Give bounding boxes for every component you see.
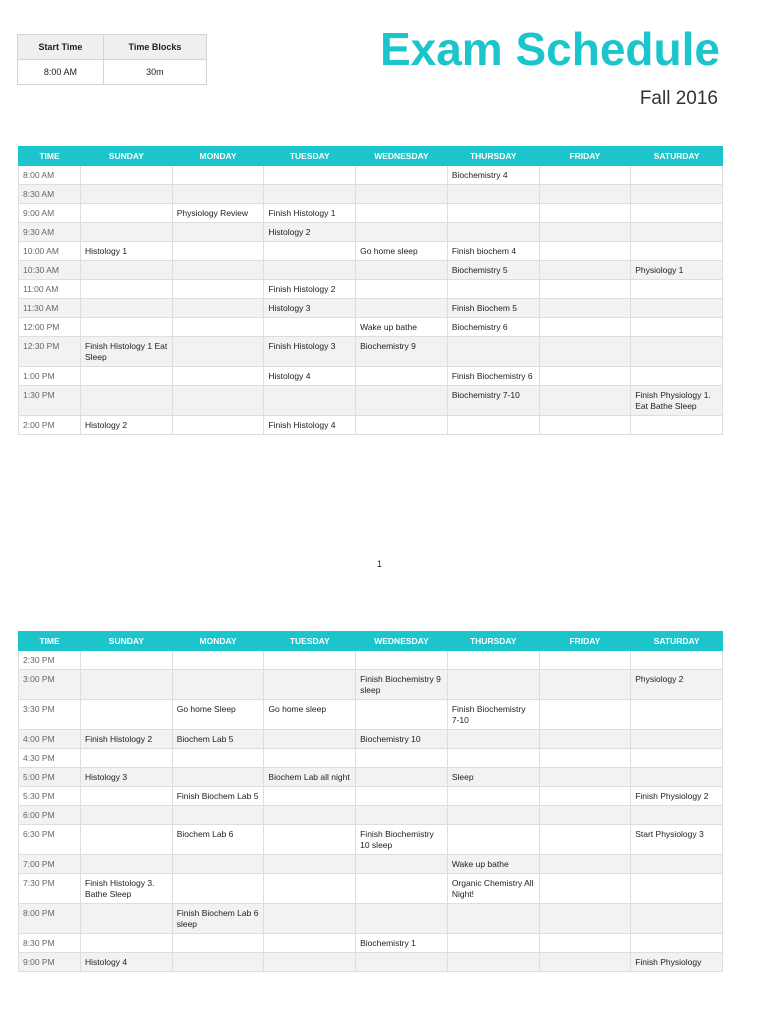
- time-cell: 9:00 PM: [19, 953, 81, 972]
- schedule-cell: [539, 855, 631, 874]
- schedule-cell: [447, 185, 539, 204]
- schedule-cell: Histology 1: [81, 242, 173, 261]
- schedule-cell: [447, 337, 539, 367]
- schedule-cell: [631, 904, 723, 934]
- schedule-cell: Finish biochem 4: [447, 242, 539, 261]
- schedule-cell: [631, 730, 723, 749]
- schedule-cell: [447, 223, 539, 242]
- schedule-cell: [172, 768, 264, 787]
- schedule-cell: Physiology 1: [631, 261, 723, 280]
- column-header-thursday: THURSDAY: [447, 147, 539, 166]
- schedule-cell: [539, 806, 631, 825]
- schedule-cell: Finish Physiology 1. Eat Bathe Sleep: [631, 386, 723, 416]
- column-header-wednesday: WEDNESDAY: [356, 632, 448, 651]
- schedule-cell: [356, 299, 448, 318]
- time-cell: 8:00 AM: [19, 166, 81, 185]
- schedule-cell: [356, 904, 448, 934]
- schedule-cell: [356, 223, 448, 242]
- schedule-cell: Histology 2: [81, 416, 173, 435]
- schedule-cell: [447, 787, 539, 806]
- schedule-cell: [264, 185, 356, 204]
- schedule-cell: [539, 185, 631, 204]
- schedule-cell: [172, 299, 264, 318]
- schedule-cell: Biochemistry 5: [447, 261, 539, 280]
- schedule-cell: [264, 730, 356, 749]
- table-row: [19, 280, 723, 299]
- schedule-cell: [81, 280, 173, 299]
- time-cell: 11:00 AM: [19, 280, 81, 299]
- schedule-cell: [631, 337, 723, 367]
- schedule-cell: Wake up bathe: [356, 318, 448, 337]
- schedule-cell: [539, 700, 631, 730]
- schedule-cell: [81, 904, 173, 934]
- schedule-cell: Biochemistry 6: [447, 318, 539, 337]
- table-row: [19, 700, 723, 730]
- time-cell: 5:30 PM: [19, 787, 81, 806]
- time-cell: 4:30 PM: [19, 749, 81, 768]
- schedule-cell: [631, 855, 723, 874]
- schedule-cell: [356, 874, 448, 904]
- schedule-cell: Wake up bathe: [447, 855, 539, 874]
- column-header-monday: MONDAY: [172, 632, 264, 651]
- table-row: [19, 337, 723, 367]
- time-cell: 11:30 AM: [19, 299, 81, 318]
- schedule-cell: [539, 166, 631, 185]
- time-cell: 12:00 PM: [19, 318, 81, 337]
- schedule-cell: [539, 416, 631, 435]
- schedule-cell: [447, 416, 539, 435]
- schedule-cell: [539, 874, 631, 904]
- schedule-cell: [264, 318, 356, 337]
- schedule-cell: [447, 806, 539, 825]
- schedule-cell: Biochemistry 4: [447, 166, 539, 185]
- schedule-cell: [81, 299, 173, 318]
- table-row: [19, 386, 723, 416]
- schedule-cell: Biochemistry 10: [356, 730, 448, 749]
- table-row: [19, 874, 723, 904]
- schedule-cell: [264, 806, 356, 825]
- schedule-cell: Histology 4: [81, 953, 173, 972]
- time-cell: 1:00 PM: [19, 367, 81, 386]
- schedule-cell: [539, 768, 631, 787]
- schedule-cell: [631, 700, 723, 730]
- schedule-cell: [447, 730, 539, 749]
- column-header-thursday: THURSDAY: [447, 632, 539, 651]
- schedule-cell: Sleep: [447, 768, 539, 787]
- schedule-cell: [447, 825, 539, 855]
- schedule-cell: [539, 953, 631, 972]
- schedule-cell: Finish Biochemistry 10 sleep: [356, 825, 448, 855]
- time-cell: 3:30 PM: [19, 700, 81, 730]
- schedule-cell: [264, 953, 356, 972]
- schedule-cell: Organic Chemistry All Night!: [447, 874, 539, 904]
- column-header-time: TIME: [19, 632, 81, 651]
- schedule-cell: [356, 953, 448, 972]
- schedule-cell: [81, 670, 173, 700]
- time-cell: 8:30 AM: [19, 185, 81, 204]
- schedule-cell: [631, 242, 723, 261]
- table-row: [19, 261, 723, 280]
- schedule-cell: [264, 386, 356, 416]
- time-blocks-value: 30m: [103, 60, 206, 85]
- schedule-cell: [447, 749, 539, 768]
- schedule-cell: Biochem Lab all night: [264, 768, 356, 787]
- schedule-cell: Finish Biochemistry 7-10: [447, 700, 539, 730]
- schedule-cell: [172, 953, 264, 972]
- schedule-cell: [356, 280, 448, 299]
- schedule-cell: [631, 166, 723, 185]
- schedule-cell: [172, 386, 264, 416]
- time-blocks-label: Time Blocks: [103, 35, 206, 60]
- schedule-cell: Physiology 2: [631, 670, 723, 700]
- schedule-cell: [356, 768, 448, 787]
- schedule-cell: [539, 280, 631, 299]
- schedule-cell: [356, 416, 448, 435]
- schedule-cell: Finish Histology 2: [264, 280, 356, 299]
- schedule-cell: [264, 874, 356, 904]
- schedule-cell: Physiology Review: [172, 204, 264, 223]
- schedule-cell: [539, 261, 631, 280]
- time-cell: 6:00 PM: [19, 806, 81, 825]
- schedule-cell: [539, 904, 631, 934]
- table-row: [19, 223, 723, 242]
- time-cell: 2:00 PM: [19, 416, 81, 435]
- table-row: [19, 768, 723, 787]
- schedule-cell: Biochemistry 7-10: [447, 386, 539, 416]
- table-row: [19, 204, 723, 223]
- schedule-cell: Finish Histology 3: [264, 337, 356, 367]
- column-header-saturday: SATURDAY: [631, 147, 723, 166]
- schedule-cell: [631, 280, 723, 299]
- time-cell: 3:00 PM: [19, 670, 81, 700]
- schedule-cell: [172, 367, 264, 386]
- schedule-cell: [539, 337, 631, 367]
- start-time-label: Start Time: [18, 35, 104, 60]
- schedule-cell: [264, 651, 356, 670]
- schedule-cell: Biochemistry 9: [356, 337, 448, 367]
- column-header-monday: MONDAY: [172, 147, 264, 166]
- schedule-cell: [264, 825, 356, 855]
- schedule-cell: Finish Physiology 2: [631, 787, 723, 806]
- table-row: [19, 934, 723, 953]
- table-row: [19, 166, 723, 185]
- schedule-cell: [539, 934, 631, 953]
- schedule-cell: [81, 934, 173, 953]
- schedule-cell: [81, 787, 173, 806]
- schedule-cell: [81, 185, 173, 204]
- schedule-cell: Finish Histology 1 Eat Sleep: [81, 337, 173, 367]
- schedule-cell: [447, 953, 539, 972]
- schedule-cell: [172, 166, 264, 185]
- time-cell: 4:00 PM: [19, 730, 81, 749]
- schedule-cell: [172, 670, 264, 700]
- table-row: [19, 299, 723, 318]
- schedule-cell: [172, 806, 264, 825]
- table-row: [19, 730, 723, 749]
- table-row: [19, 416, 723, 435]
- header-row: [19, 632, 723, 651]
- schedule-cell: [447, 904, 539, 934]
- schedule-cell: [631, 651, 723, 670]
- schedule-cell: Histology 2: [264, 223, 356, 242]
- schedule-cell: [447, 670, 539, 700]
- schedule-cell: [172, 337, 264, 367]
- table-row: [19, 242, 723, 261]
- table-row: [19, 670, 723, 700]
- page-title: Exam Schedule: [379, 23, 720, 75]
- schedule-cell: [631, 204, 723, 223]
- schedule-cell: Finish Histology 1: [264, 204, 356, 223]
- page-number: 1: [377, 559, 383, 569]
- schedule-cell: [264, 934, 356, 953]
- schedule-cell: [539, 787, 631, 806]
- schedule-cell: [356, 166, 448, 185]
- schedule-cell: Histology 3: [81, 768, 173, 787]
- schedule-cell: Histology 3: [264, 299, 356, 318]
- schedule-cell: [631, 185, 723, 204]
- schedule-cell: [539, 204, 631, 223]
- schedule-cell: [539, 670, 631, 700]
- schedule-cell: [264, 261, 356, 280]
- schedule-cell: [264, 904, 356, 934]
- schedule-table-1: [18, 146, 723, 435]
- schedule-cell: [356, 261, 448, 280]
- page-subtitle: Fall 2016: [639, 88, 718, 109]
- time-cell: 9:00 AM: [19, 204, 81, 223]
- schedule-cell: [539, 651, 631, 670]
- time-cell: 8:00 PM: [19, 904, 81, 934]
- schedule-cell: [539, 825, 631, 855]
- header-row: [19, 147, 723, 166]
- schedule-cell: [81, 700, 173, 730]
- column-header-time: TIME: [19, 147, 81, 166]
- table-row: [19, 855, 723, 874]
- schedule-cell: [356, 700, 448, 730]
- schedule-cell: [81, 651, 173, 670]
- schedule-cell: [356, 185, 448, 204]
- schedule-cell: Go home Sleep: [172, 700, 264, 730]
- schedule-cell: [539, 367, 631, 386]
- table-row: [19, 318, 723, 337]
- schedule-cell: [81, 367, 173, 386]
- schedule-cell: [631, 934, 723, 953]
- schedule-cell: [172, 874, 264, 904]
- time-cell: 10:30 AM: [19, 261, 81, 280]
- schedule-cell: Biochemistry 1: [356, 934, 448, 953]
- schedule-cell: [81, 166, 173, 185]
- column-header-friday: FRIDAY: [539, 147, 631, 166]
- time-cell: 2:30 PM: [19, 651, 81, 670]
- schedule-cell: Start Physiology 3: [631, 825, 723, 855]
- schedule-cell: Go home sleep: [264, 700, 356, 730]
- schedule-cell: [356, 806, 448, 825]
- schedule-cell: Finish Biochem Lab 6 sleep: [172, 904, 264, 934]
- time-cell: 7:30 PM: [19, 874, 81, 904]
- schedule-cell: [264, 166, 356, 185]
- schedule-cell: [631, 768, 723, 787]
- time-cell: 9:30 AM: [19, 223, 81, 242]
- schedule-cell: [356, 749, 448, 768]
- schedule-cell: [356, 204, 448, 223]
- table-row: [19, 904, 723, 934]
- schedule-cell: Go home sleep: [356, 242, 448, 261]
- column-header-saturday: SATURDAY: [631, 632, 723, 651]
- schedule-cell: [539, 749, 631, 768]
- schedule-cell: [81, 749, 173, 768]
- schedule-cell: [631, 749, 723, 768]
- schedule-cell: [172, 416, 264, 435]
- time-cell: 1:30 PM: [19, 386, 81, 416]
- column-header-sunday: SUNDAY: [81, 147, 173, 166]
- schedule-cell: [172, 318, 264, 337]
- schedule-cell: [631, 367, 723, 386]
- schedule-cell: Finish Histology 3. Bathe Sleep: [81, 874, 173, 904]
- schedule-cell: Biochem Lab 5: [172, 730, 264, 749]
- schedule-cell: [631, 416, 723, 435]
- schedule-cell: [447, 934, 539, 953]
- schedule-cell: [631, 874, 723, 904]
- schedule-cell: Finish Histology 4: [264, 416, 356, 435]
- table-row: [19, 806, 723, 825]
- column-header-friday: FRIDAY: [539, 632, 631, 651]
- schedule-cell: [81, 261, 173, 280]
- column-header-wednesday: WEDNESDAY: [356, 147, 448, 166]
- schedule-cell: [539, 242, 631, 261]
- schedule-cell: [356, 787, 448, 806]
- schedule-cell: [81, 806, 173, 825]
- time-cell: 7:00 PM: [19, 855, 81, 874]
- table-row: [19, 825, 723, 855]
- table-row: [19, 651, 723, 670]
- schedule-cell: Finish Biochem Lab 5: [172, 787, 264, 806]
- table-row: [19, 185, 723, 204]
- schedule-cell: [539, 223, 631, 242]
- table-row: [19, 749, 723, 768]
- schedule-cell: [631, 318, 723, 337]
- schedule-cell: [539, 386, 631, 416]
- schedule-cell: [631, 806, 723, 825]
- table-row: [19, 787, 723, 806]
- table-row: [19, 367, 723, 386]
- schedule-cell: [81, 204, 173, 223]
- schedule-cell: [539, 318, 631, 337]
- schedule-cell: [264, 749, 356, 768]
- schedule-cell: [172, 934, 264, 953]
- schedule-cell: [447, 204, 539, 223]
- schedule-cell: [264, 787, 356, 806]
- schedule-cell: Finish Biochemistry 6: [447, 367, 539, 386]
- column-header-tuesday: TUESDAY: [264, 632, 356, 651]
- schedule-cell: [264, 855, 356, 874]
- schedule-cell: [172, 749, 264, 768]
- time-cell: 10:00 AM: [19, 242, 81, 261]
- schedule-cell: [631, 299, 723, 318]
- schedule-cell: [172, 280, 264, 299]
- schedule-cell: [81, 386, 173, 416]
- time-cell: 8:30 PM: [19, 934, 81, 953]
- schedule-cell: [172, 855, 264, 874]
- schedule-cell: [172, 223, 264, 242]
- schedule-cell: Finish Physiology: [631, 953, 723, 972]
- column-header-tuesday: TUESDAY: [264, 147, 356, 166]
- table-row: [19, 953, 723, 972]
- schedule-cell: Finish Histology 2: [81, 730, 173, 749]
- schedule-cell: [356, 386, 448, 416]
- column-header-sunday: SUNDAY: [81, 632, 173, 651]
- schedule-cell: [172, 651, 264, 670]
- start-time-value: 8:00 AM: [18, 60, 104, 85]
- schedule-cell: [356, 855, 448, 874]
- time-cell: 5:00 PM: [19, 768, 81, 787]
- schedule-cell: [81, 223, 173, 242]
- time-cell: 6:30 PM: [19, 825, 81, 855]
- schedule-table-2: [18, 631, 723, 972]
- schedule-cell: [631, 223, 723, 242]
- schedule-cell: [539, 730, 631, 749]
- schedule-cell: Histology 4: [264, 367, 356, 386]
- schedule-cell: [447, 651, 539, 670]
- schedule-cell: [172, 261, 264, 280]
- schedule-cell: [264, 242, 356, 261]
- settings-table: [17, 34, 207, 85]
- schedule-cell: [356, 367, 448, 386]
- schedule-cell: Biochem Lab 6: [172, 825, 264, 855]
- schedule-cell: [172, 185, 264, 204]
- schedule-cell: [447, 280, 539, 299]
- time-cell: 12:30 PM: [19, 337, 81, 367]
- schedule-cell: [356, 651, 448, 670]
- schedule-cell: [264, 670, 356, 700]
- schedule-cell: Finish Biochemistry 9 sleep: [356, 670, 448, 700]
- schedule-cell: Finish Biochem 5: [447, 299, 539, 318]
- schedule-cell: [539, 299, 631, 318]
- schedule-cell: [172, 242, 264, 261]
- schedule-cell: [81, 318, 173, 337]
- schedule-cell: [81, 855, 173, 874]
- schedule-cell: [81, 825, 173, 855]
